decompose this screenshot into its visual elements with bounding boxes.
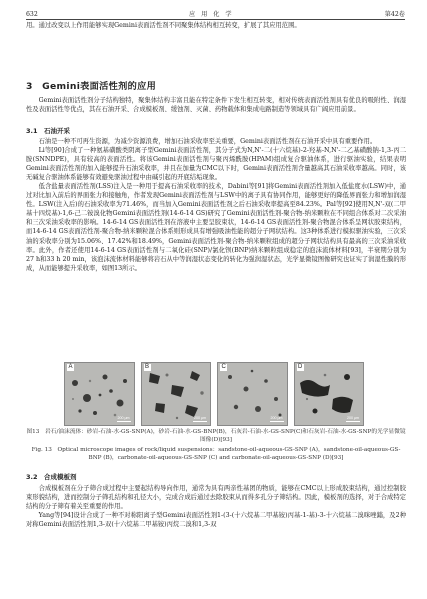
figure-13 — [64, 362, 364, 424]
section-3-body — [26, 96, 406, 114]
running-header — [26, 6, 405, 20]
figure-13-caption-en: Fig. 13 Optical microscope images of rock/liquid suspensions：sandstone-oil-aqueous-GS-SNP (A)，sandstone-oil-aqueous-GS-BNP (B)，carbonate-oil-aqueous-GS-SNP (C) and carbonate-oil-aqueous-GS-SNP (D)[93] — [31, 447, 401, 462]
section-3-2-p2: Yang等[94]设计合成了一种不对称阳离子型Gemini表面活性剂1-(3-(十六烷基二甲基铵)丙基-1-基)-3-十六烷基二溴咪唑鎓，及2种对称Gemini表面活性剂1,3-双(十六烷基二甲基铵)丙烷二溴和1,3-双 — [26, 512, 406, 529]
volume-number: 第42卷 — [384, 11, 405, 18]
figure-13-caption-cn: 图13 岩石/油沫流体：砂岩-石油-水-GS-SNP(A)，砂岩-石油-水-GS-BNP(B)，石灰岩-石油-水-GS-SNP(C)和石灰岩-石油-水-GS-SNP的光学显微镜图像(D)[93] — [26, 429, 406, 444]
panel-d-label: D — [298, 364, 303, 370]
section-3-1-p2: Li等[90]合成了一种氨基磺酸类阴离子型Gemini表面活性剂，其分子式为N,N'-二(十六烷基)-2-羟基-N,N'-二乙基磺酸钠-1,3-丙二胺(SNNDPE)，具有较高的表面活性。将该Gemini表面活性剂与聚丙烯酰胺(HPAM)组成复合驱油体系，进行驱油实验，结果表明Gemini表面活性剂的加入能够提升石油采收率，并且在加量为CMC以下时，Gemini表面活性剂含量越高其石油采收率越高。同时，该无碱复合驱油体系能够有效避免驱油过程中由碱引起的开底结垢现象。 — [26, 147, 406, 182]
section-3-1-heading: 3.1 石油开采 — [26, 127, 71, 135]
micrograph-panel-d — [294, 362, 365, 426]
intro-block — [26, 21, 406, 30]
section-3-1-body — [26, 137, 406, 273]
panel-b-label: B — [145, 364, 150, 370]
section-3-heading: 3 Gemini表面活性剂的应用 — [26, 81, 157, 92]
panel-c-label: C — [221, 364, 226, 370]
section-3-paragraph: Gemini表面活性剂分子结构独特，聚集体结构丰富且能在特定条件下发生相互转变，相对传统表面活性剂具有优良的吸附性、润湿性及表面活性等优点，其在石油开采、合成模板剂、缓蚀剂、灭菌、药物载体和集成电路制造等领域具有广阔应用前景。 — [26, 97, 406, 114]
intro-paragraph: 用。通过改变以上作用能够实现Gemini表面活性剂不同聚集体结构相互转变，扩展了其应用范围。 — [26, 22, 301, 29]
section-3-1-p3: 低含盐量表面活性剂(LSS)注入是一种用于提高石油采收率的技术，Dabini等[91]将Gemini表面活性剂加入低盐度水(LSW)中，通过对比加入前后的界面张力和接触角，作者发现Gemini表面活性剂与LSW中的离子具有协同作用，能够更好的降低界面张力和增加润湿性。LSW(注入后)的石油采收率为71.46%，而当加入Gemini表面活性剂之后石油采收率提高至84.23%。Pal等[92]使用N,N'-双(二甲基十四烷基)-1,6-己二铵溴化物Gemini表面活性剂(14-6-14 GS)研究了Gemini表面活性剂-聚合物-纳米颗粒在不同组合体系对二次采油和三次采油采收率的影响。14-6-14 GS表面活性剂在溶液中主要呈胶束状，14-6-14 GS表面活性剂-聚合物混合体系呈网状胶束结构，而14-6-14 GS表面活性剂-聚合物-纳米颗粒混合体系则形成具有增强吸油性能的超分子网状结构。这3种体系进行模拟驱油实验，三次采油的采收率分别为15.06%、17.42%和18.49%，Gemini表面活性剂-聚合物-纳米颗粒组成的超分子网状结构具有最高的三次采油采收率。此外，作者还使用14-6-14 GS表面活性剂与二氧化硅(SNP)/氯化钡(BNP)纳米颗粒组成稳定的泡沫流体材料[93]，半衰期分别为27 h和33 h 20 min，该泡沫流体材料能够将岩石从中等润湿状态变化的转化为强润湿状态，光学显微镜图像研究也证实了润湿性膜的形成，从而能够提升采收率，如图13所示。 — [26, 183, 406, 272]
micrograph-panel-c — [217, 362, 288, 426]
panel-a-scale-bar: 200 μm — [117, 416, 131, 422]
micrograph-panel-b — [141, 362, 212, 426]
page-number: 632 — [26, 11, 38, 18]
journal-name: 应 用 化 学 — [188, 11, 234, 18]
section-3-2-heading: 3.2 合成模板剂 — [26, 473, 77, 481]
section-3-2-body — [26, 484, 406, 529]
panel-d-scale-bar: 200 μm — [346, 416, 360, 422]
panel-b-scale-bar: 200 μm — [193, 416, 207, 422]
panel-c-scale-bar: 200 μm — [270, 416, 284, 422]
panel-a-label: A — [68, 364, 73, 370]
section-3-1-p1: 石油是一种不可再生资源，为减少资源浪费，增加石油采收率至关重要，Gemini表面活性剂在石油开采中具有重要作用。 — [38, 138, 377, 145]
micrograph-panel-a — [64, 362, 135, 426]
section-3-2-p1: 合成模板剂在分子筛合成过程中主要起结构导向作用，通常为具有两亲性基团的物质，能够在CMC以上形成胶束结构，通过控制胶束形貌结构，进而控制分子筛孔结构和孔径大小，完成合成后通过去除胶束从而得多孔分子筛结构。因此，模板剂的选择，对于合成特定结构的分子筛有着关至重要的作用。 — [26, 485, 406, 511]
